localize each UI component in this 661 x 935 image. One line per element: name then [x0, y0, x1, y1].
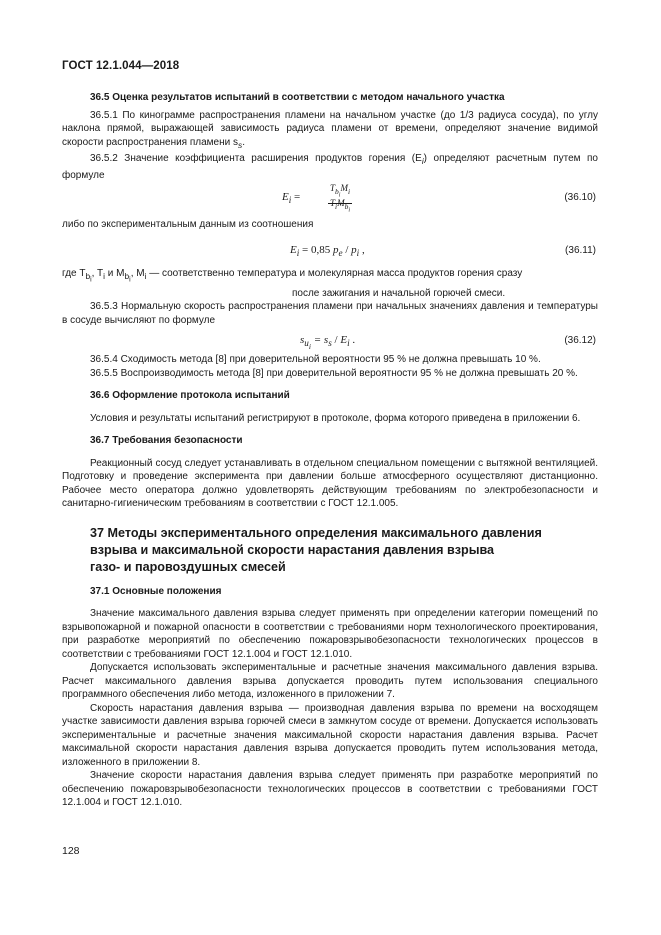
equation-number: (36.12)	[564, 335, 596, 347]
paragraph-36-5-2: 36.5.2 Значение коэффициента расширения продуктов горения $(E_i)$ определяют расчетным путем по формуле	[62, 153, 598, 181]
section-36-6-heading: 36.6 Оформление протокола испытаний	[90, 390, 290, 402]
section-36-5-heading: 36.5 Оценка результатов испытаний в соответствии с методом начального участка	[90, 92, 505, 103]
section-37-1-heading: 37.1 Основные положения	[90, 585, 222, 597]
paragraph-37-1-b: Допускается использовать экспериментальные и расчетные значения максимального давления взрыва. Расчет максимального давления взрыва допускается проводить путем использования специального программного обеспечения либо метода, изложенного в приложении 7.	[62, 662, 598, 701]
equation-number: (36.10)	[564, 192, 596, 203]
page-content	[62, 91, 598, 810]
equation-lhs: $E_i$ =	[282, 191, 301, 206]
where-line: где $T_{b_i}$, $T_i$ и $M_{b_i}$, $M_i$ — соответственно температура и молекулярная масса продуктов горения сразу	[62, 267, 523, 284]
equation-36-10	[62, 182, 598, 218]
fraction-denominator: $T_iM_{b_i}$	[330, 198, 351, 214]
fraction-numerator: $T_{b_i}M_i$	[328, 182, 352, 204]
paragraph-36-5-1: 36.5.1 По кинограмме распространения пламени на начальном участке (до 1/3 радиуса сосуда), по углу наклона прямой, выражающей зависимость радиуса пламени от времени, определяют значение видимой скорости распространения пламени $s_s$.	[62, 109, 598, 150]
paragraph-36-6: Условия и результаты испытаний регистрируют в протоколе, форма которого приведена в приложении 6.	[90, 412, 581, 424]
equation-number: (36.11)	[565, 244, 596, 256]
where-continuation: после зажигания и начальной горючей смеси.	[292, 287, 506, 299]
paragraph-36-5-4: 36.5.4 Сходимость метода [8] при доверительной вероятности 95 % не должна превышать 10 %.	[90, 354, 541, 366]
section-37-heading: 37 Методы экспериментального определения максимального давления взрыва и максимальной скорости нарастания давления взрыва газо- и паровоздушных смесей	[90, 525, 542, 574]
paragraph-36-5-3: 36.5.3 Нормальную скорость распространения пламени при начальных значениях давления и температуры в сосуде вычисляют по формуле	[62, 301, 598, 326]
paragraph-experimental: либо по экспериментальным данным из соотношения	[62, 219, 314, 230]
page-number: 128	[62, 845, 80, 857]
paragraph-36-5-5: 36.5.5 Воспроизводимость метода [8] при доверительной вероятности 95 % не должна превышать 20 %.	[90, 367, 578, 379]
equation-36-11	[62, 241, 598, 263]
equation-body: $E_i = 0,85$ $p_e / p_i$ ,	[290, 243, 365, 258]
paragraph-37-1-d: Значение скорости нарастания давления взрыва следует применять при разработке мероприятий по обеспечению пожаровзрывобезопасности технологических процессов в соответствии с требованиями ГОСТ 12.1.004 и ГОСТ 12.1.010.	[62, 770, 598, 809]
paragraph-36-7: Реакционный сосуд следует устанавливать в отдельном специальном помещении с вытяжной вентиляцией. Подготовку и проведение эксперимента при давлении больше атмосферного осуществляют дистанционно. Рабочее место оператора должно удовлетворять действующим требованиям по электробезопасности и санитарно-гигиеническим требованиям в соответствии с ГОСТ 12.1.005.	[62, 457, 598, 510]
document-header: ГОСТ 12.1.044—2018	[62, 60, 180, 72]
section-36-7-heading: 36.7 Требования безопасности	[90, 435, 243, 447]
paragraph-37-1-c: Скорость нарастания давления взрыва — производная давления взрыва по времени на восходящем участке зависимости давления взрыва горючей смеси в замкнутом сосуде от времени. Допускается использовать экспериментальные и расчетные значения максимальной скорости нарастания давления взрыва. Расчет максимальной скорости нарастания давления взрыва допускается проводить путем использования метода, изложенного в приложении 8.	[62, 702, 598, 768]
where-clause	[62, 267, 598, 301]
equation-36-12	[62, 331, 598, 353]
paragraph-37-1-a: Значение максимального давления взрыва следует применять при определении категории помещений по взрывопожарной и пожарной опасности в соответствии с требованиями норм технологического проектирования, при разработке мероприятий по обеспечению пожаровзрывобезопасности технологических процессов в соответствии с требованиями ГОСТ 12.1.004 и ГОСТ 12.1.010.	[62, 608, 598, 660]
equation-body: $s_{u_i} = s_s / E_i$ .	[300, 334, 356, 352]
